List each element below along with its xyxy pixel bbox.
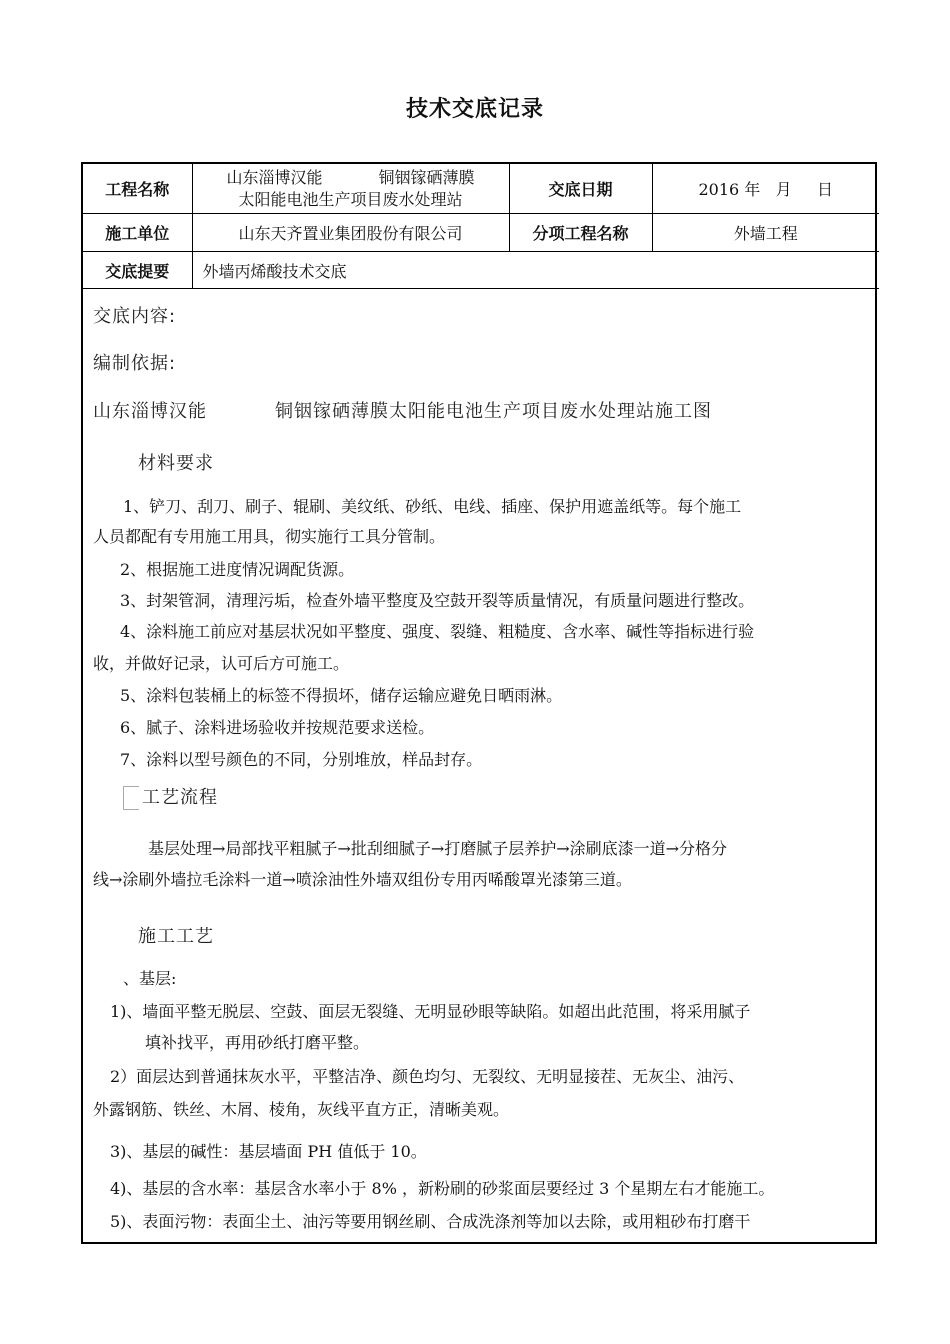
contractor-label: 施工单位 — [83, 214, 192, 252]
base-item-5: 5)、表面污物：表面尘土、油污等要用钢丝刷、合成洗涤剂等加以去除，或用粗砂布打磨干 — [110, 1212, 751, 1231]
basis-label: 编制依据: — [93, 353, 177, 374]
material-3: 3、封架管洞，清理污垢，检查外墙平整度及空鼓开裂等质量情况，有质量问题进行整改。 — [120, 591, 755, 610]
page-title: 技术交底记录 — [405, 97, 544, 122]
content-label: 交底内容: — [93, 306, 177, 327]
header-row-contractor — [83, 214, 879, 252]
flow-line-b: 线→涂刷外墙拉毛涂料一道→喷涂油性外墙双组份专用丙唏酸罩光漆第三道。 — [93, 870, 632, 889]
basis-part-a: 山东淄博汉能 — [93, 401, 207, 422]
summary-label: 交底提要 — [83, 252, 192, 289]
project-name-part-a: 山东淄博汉能 — [226, 167, 323, 187]
subitem-value: 外墙工程 — [652, 214, 879, 252]
craft-heading: 施工工艺 — [138, 926, 214, 947]
project-name-part-b: 铜铟镓硒薄膜 — [378, 167, 475, 187]
material-7: 7、涂料以型号颜色的不同，分别堆放，样品封存。 — [120, 750, 483, 769]
basis-text — [93, 397, 867, 423]
header-row-summary — [83, 252, 879, 289]
subitem-label: 分项工程名称 — [509, 214, 652, 252]
material-4a: 4、涂料施工前应对基层状况如平整度、强度、裂缝、粗糙度、含水率、碱性等指标进行验 — [120, 622, 755, 641]
contractor-value: 山东天齐置业集团股份有限公司 — [192, 214, 509, 252]
flow-line-a: 基层处理→局部找平粗腻子→批刮细腻子→打磨腻子层养护→涂刷底漆一道→分格分 — [148, 839, 728, 858]
materials-heading: 材料要求 — [138, 453, 214, 474]
material-6: 6、腻子、涂料进场验收并按规范要求送检。 — [120, 718, 435, 737]
project-name — [192, 164, 509, 214]
section-marker-icon — [123, 786, 139, 810]
project-label: 工程名称 — [83, 164, 192, 214]
base-item-1a: 1)、墙面平整无脱层、空鼓、面层无裂缝、无明显砂眼等缺陷。如超出此范围，将采用腻子 — [110, 1002, 751, 1021]
process-heading: 工艺流程 — [142, 787, 218, 808]
base-item-1b: 填补找平，再用砂纸打磨平整。 — [145, 1033, 370, 1052]
header-table — [83, 164, 879, 289]
date-value: 2016 年 月 日 — [652, 164, 879, 214]
material-5: 5、涂料包装桶上的标签不得损坏，储存运输应避免日晒雨淋。 — [120, 686, 563, 705]
record-frame — [81, 162, 877, 1244]
header-row-project — [83, 164, 879, 214]
material-1b: 人员都配有专用施工用具，彻实施行工具分管制。 — [93, 527, 446, 546]
material-1a: 1、铲刀、刮刀、刷子、辊刷、美纹纸、砂纸、电线、插座、保护用遮盖纸等。每个施工 — [123, 497, 742, 516]
date-label: 交底日期 — [509, 164, 652, 214]
summary-value: 外墙丙烯酸技术交底 — [192, 252, 879, 289]
material-4b: 收，并做好记录，认可后方可施工。 — [93, 654, 350, 673]
project-name-line2: 太阳能电池生产项目废水处理站 — [238, 189, 463, 209]
base-item-2a: 2）面层达到普通抹灰水平，平整洁净、颜色均匀、无裂纹、无明显接茬、无灰尘、油污、 — [110, 1067, 745, 1086]
material-2: 2、根据施工进度情况调配货源。 — [120, 560, 355, 579]
base-item-4: 4)、基层的含水率：基层含水率小于 8% ，新粉刷的砂浆面层要经过 3 个星期左右才能施工。 — [110, 1179, 775, 1198]
base-heading: 、基层: — [123, 969, 177, 988]
base-item-3: 3)、基层的碱性：基层墙面 PH 值低于 10。 — [110, 1142, 427, 1161]
base-item-2b: 外露钢筋、铁丝、木屑、棱角，灰线平直方正，清晰美观。 — [93, 1100, 510, 1119]
basis-part-b: 铜铟镓硒薄膜太阳能电池生产项目废水处理站施工图 — [275, 401, 712, 422]
